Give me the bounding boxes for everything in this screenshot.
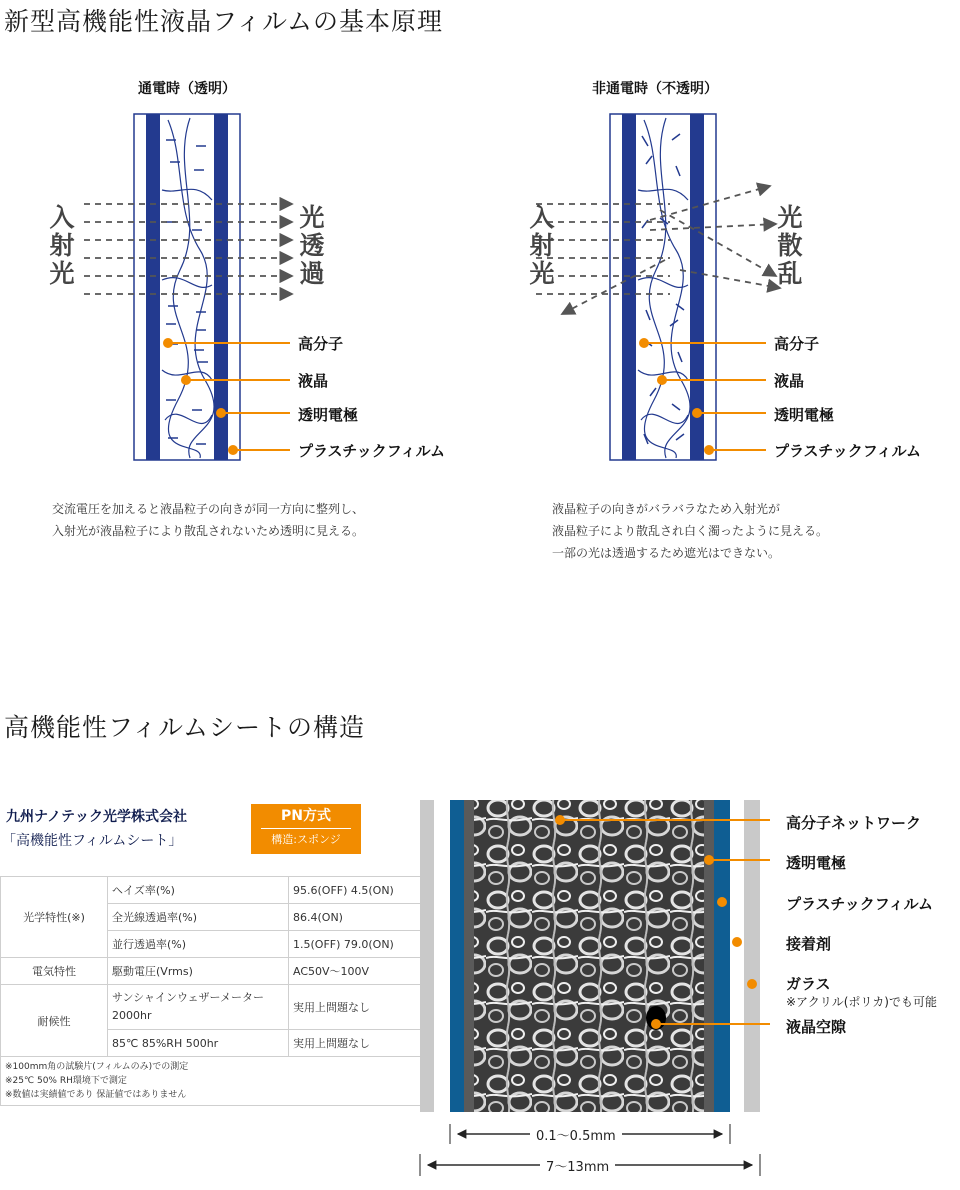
desc-energized: 交流電圧を加えると液晶粒子の向きが同一方向に整列し、 入射光が液晶粒子により散乱されないため透明に見える。 — [52, 502, 365, 538]
label-polymer-left: 高分子 — [298, 335, 344, 353]
incident-light-label-left: 入 射 光 — [49, 203, 75, 288]
spec-item: 駆動電圧(Vrms) — [108, 958, 289, 985]
label-lc-left: 液晶 — [298, 372, 329, 390]
glass-right-shape — [744, 800, 760, 1112]
spec-value: 95.6(OFF) 4.5(ON) — [289, 877, 422, 904]
section-title-principle: 新型高機能性液晶フィルムの基本原理 — [4, 7, 444, 36]
label-lc-right: 液晶 — [774, 372, 805, 390]
label-adhesive: 接着剤 — [786, 935, 832, 953]
electrode-right-layer — [704, 800, 714, 1112]
spec-value: 実用上問題なし — [289, 1030, 422, 1057]
film-left-shape — [450, 800, 464, 1112]
panel-title-off: 非通電時（不透明） — [592, 81, 718, 97]
spec-value: AC50V〜100V — [289, 958, 422, 985]
spec-item: 85℃ 85%RH 500hr — [108, 1030, 289, 1057]
spec-value: 実用上問題なし — [289, 985, 422, 1030]
spec-value: 1.5(OFF) 79.0(ON) — [289, 931, 422, 958]
spec-category-optical: 光学特性(※) — [1, 877, 108, 958]
label-polymer-right: 高分子 — [774, 335, 820, 353]
spec-item: 並行透過率(%) — [108, 931, 289, 958]
pn-method-badge: PN方式 構造:スポンジ — [251, 804, 361, 854]
label-film-right: プラスチックフィルム — [774, 442, 922, 460]
label-film-left: プラスチックフィルム — [298, 442, 446, 460]
label-glass: ガラス — [786, 975, 831, 993]
spec-category-weather: 耐候性 — [1, 985, 108, 1057]
spec-item: サンシャインウェザーメーター 2000hr — [108, 985, 289, 1030]
label-polymer-network: 高分子ネットワーク — [786, 814, 922, 832]
electrode-left-layer — [464, 800, 474, 1112]
spec-notes: ※100mm角の試験片(フィルムのみ)での測定 ※25℃ 50% RH環境下で測定 ※数値は実績値であり 保証値ではありません — [1, 1057, 422, 1106]
polymer-network-layer — [474, 800, 704, 1112]
panel-title-on: 通電時（透明） — [138, 81, 236, 97]
desc-deenergized: 液晶粒子の向きがバラバラなため入射光が 液晶粒子により散乱され白く濁ったように見える。 一部の光は透過するため遮光はできない。 — [552, 502, 829, 560]
dimension-inner: 0.1〜0.5mm — [530, 1125, 622, 1144]
label-lc-void: 液晶空隙 — [786, 1018, 847, 1036]
incident-light-label-right: 入 射 光 — [529, 203, 555, 288]
label-transparent-electrode: 透明電極 — [786, 854, 847, 872]
electrode-left-shape — [146, 114, 160, 460]
spec-value: 86.4(ON) — [289, 904, 422, 931]
product-name: 「高機能性フィルムシート」 — [2, 833, 183, 849]
glass-bar-left — [420, 800, 434, 1112]
spec-category-electric: 電気特性 — [1, 958, 108, 985]
transmission-label: 光 透 過 — [299, 203, 325, 288]
glass-note: ※アクリル(ポリカ)でも可能 — [786, 995, 937, 1009]
spec-table — [0, 876, 422, 1106]
structure-cross-section — [440, 796, 770, 1116]
spec-item: 全光線透過率(%) — [108, 904, 289, 931]
company-name: 九州ナノテック光学株式会社 — [6, 809, 188, 825]
section-title-structure: 高機能性フィルムシートの構造 — [4, 713, 366, 742]
dimension-outer: 7〜13mm — [540, 1156, 615, 1175]
label-plastic-film: プラスチックフィルム — [786, 895, 934, 913]
scattering-label: 光 散 乱 — [777, 203, 803, 288]
spec-item: ヘイズ率(%) — [108, 877, 289, 904]
film-right-shape — [714, 800, 730, 1112]
label-electrode-left: 透明電極 — [298, 406, 359, 424]
label-electrode-right: 透明電極 — [774, 406, 835, 424]
